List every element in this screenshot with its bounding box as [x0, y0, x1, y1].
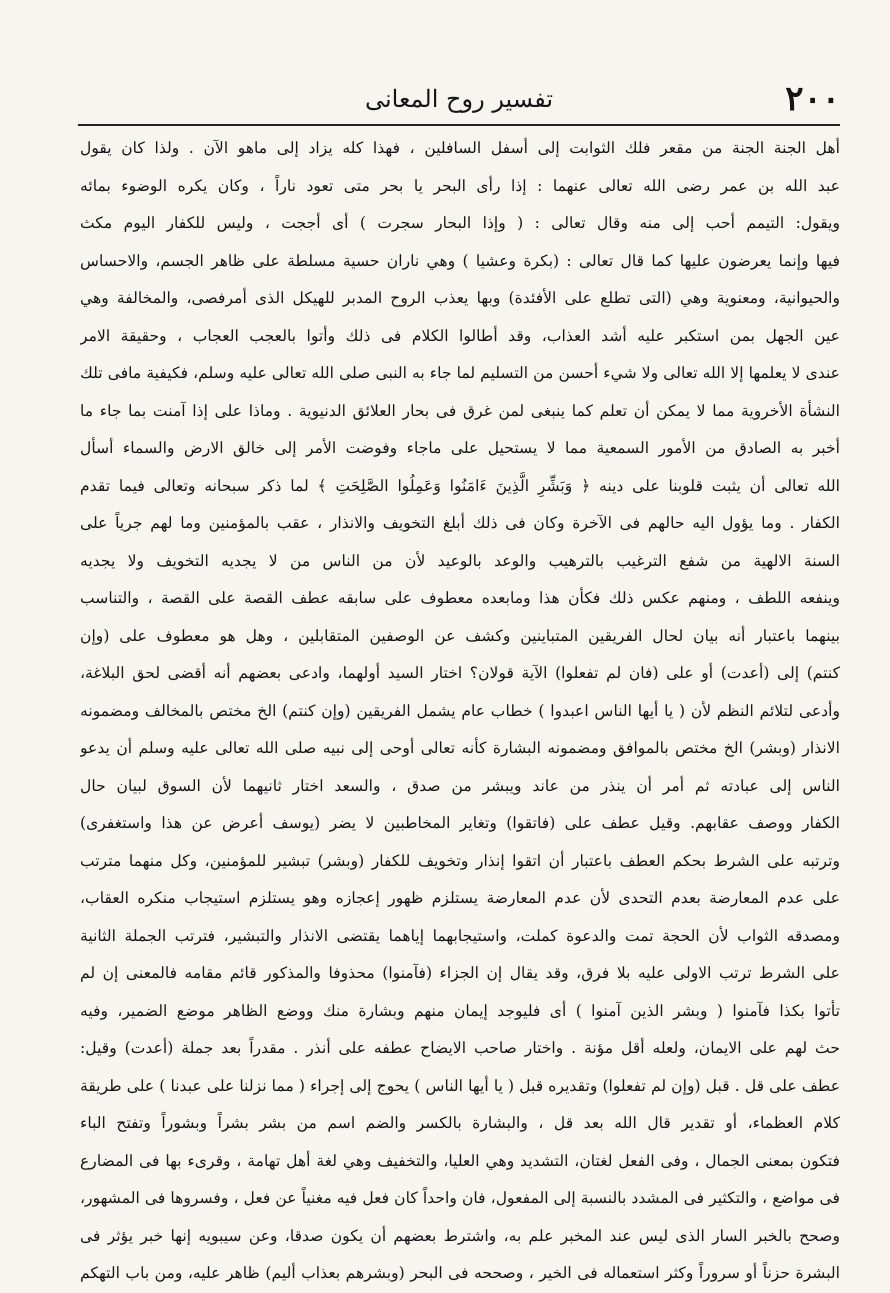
text-line: حث لهم على الايمان، ولعله أقل مؤنة . واختار صاحب الايضاح عطفه على أنذر . مقدراً بعد جملة (أعدت) وقيل:: [80, 1039, 840, 1057]
text-line: السنة الالهية من شفع الترغيب بالترهيب والوعد بالوعيد لأن من الناس من لا يجديه التخويف ولا يجديه: [80, 551, 840, 570]
page-number: ٢٠٠: [785, 79, 840, 119]
page-header: [78, 78, 840, 120]
text-line: الله تعالى أن يثبت قلوبنا على دينه ﴿ وَبَشِّرِ الَّذِينَ ءَامَنُوا وَعَمِلُوا الصَّلِحَتِ ﴾ لما ذكر سبحانه وتعالى فيما تقدم: [80, 476, 840, 495]
text-line: الكفار . وما يؤول اليه حالهم فى الآخرة وكان فى ذلك أبلغ التخويف والانذار ، عقب بالمؤمنين وما لهم جرياً على: [80, 514, 840, 532]
text-line: بينهما باعتبار أنه بيان لحال الفريقين المتباينين وكشف عن الوصفين المتقابلين ، وهل هو معطوف على (وإن: [80, 626, 840, 645]
text-line: عبد الله بن عمر رضى الله تعالى عنهما : إذا رأى البحر يا بحر متى تعود ناراً ، وكان يكره الوضوء بمائه: [80, 176, 840, 195]
running-title: تفسير روح المعانى: [364, 85, 554, 113]
text-line: أخبر به الصادق من الأمور السمعية مما لا يستحيل على ماجاء وفوضت الأمر إلى خالق الارض والسماء أسأل: [80, 439, 840, 457]
text-line: فيها وإنما يعرضون عليها كما قال تعالى : (بكرة وعشيا ) وهي ناران حسية مسلطة على ظاهر الجسم، والاحساس: [80, 251, 840, 270]
text-line: على عدم المعارضة بعدم التحدى لأن عدم المعارضة يستلزم ظهور إعجازه وهو يستلزم استيجاب منكره العقاب،: [80, 889, 840, 907]
text-line: الانذار (وبشر) الخ مختص بالموافق ومضمونه البشارة كأنه تعالى أوحى إلى نبيه صلى الله تعالى عليه وسلم أن يدعو: [80, 739, 840, 757]
text-line: كنتم) إلى (أعدت) أو على (فان لم تفعلوا) الآية قولان؟ اختار السيد أولهما، وادعى بعضهم أنه أقضى لحق البلاغة،: [80, 664, 840, 682]
text-line: عندى لا يعلمها إلا الله تعالى ولا شيء أحسن من التسليم لما جاء به النبى صلى الله تعالى عليه وسلم، فكيفية مافى تلك: [80, 364, 840, 382]
text-line: كلام العظماء، أو تقدير قال الله بعد قل ، والبشارة بالكسر والضم اسم من بشر بشراً وبشوراً وتفتح الباء: [80, 1114, 840, 1132]
text-line: تأتوا بكذا فآمنوا ( وبشر الذين آمنوا ) أى فليوجد إيمان منهم وبشارة منك ووضع الظاهر موضع الضمير، وفيه: [80, 1001, 840, 1020]
text-line: على الشرط ترتب الاولى عليه بلا فرق، وقد يقال إن الجزاء (فآمنوا) محذوفا والمذكور قائم مقامه فالمعنى إن لم: [80, 964, 840, 982]
text-line: عطف على قل . قبل (وإن لم تفعلوا) وتقديره قبل ( يا أيها الناس ) يحوج إلى إجراء ( مما نزلنا على عبدنا ) على طريقة: [80, 1076, 840, 1095]
header-rule: [78, 124, 840, 126]
text-line: عين الجهل بمن استكبر عليه أشد العذاب، وقد أطالوا الكلام فى ذلك وأتوا بالعجب العجاب ، وحقيقة الامر: [80, 326, 840, 345]
body-text: [80, 130, 840, 1293]
text-line: وينفعه اللطف ، ومنهم عكس ذلك فكأن هذا ومابعده معطوف على سابقه عطف القصة على القصة ، والتناسب: [80, 589, 840, 607]
text-line: وأدعى لتلائم النظم لأن ( يا أيها الناس اعبدوا ) خطاب عام يشمل الفريقين (وإن كنتم) الخ مختص بالمخالف ومضمونه: [80, 701, 840, 720]
text-line: ويقول: التيمم أحب إلى منه وقال تعالى : ( وإذا البحار سجرت ) أى أججت ، وليس للكفار اليوم مكث: [80, 214, 840, 232]
text-line: ومصدقه الثواب لأن الحجة تمت والدعوة كملت، واستيجابهما إياهما يقتضى الانذار والتبشير، فترتب الجملة الثانية: [80, 926, 840, 945]
text-line: وترتبه على الشرط بحكم العطف باعتبار أن اتقوا إنذار وتخويف للكفار (وبشر) تبشير للمؤمنين، وكل منهما مترتب: [80, 851, 840, 870]
text-line: النشأة الأخروية مما لا يمكن أن تعلم كما ينبغى لمن غرق فى بحار العلائق الدنيوية . وماذا على إذا آمنت بما جاء ما: [80, 401, 840, 420]
text-line: الناس إلى عبادته ثم أمر أن ينذر من عاند ويبشر من صدق ، والسعد اختار ثانيهما لأن السوق لبيان حال: [80, 776, 840, 795]
text-line: فتكون بمعنى الجمال ، وفى الفعل لغتان، التشديد وهي العليا، والتخفيف وهي لغة أهل تهامة ، وقرىء بها فى المضارع: [80, 1151, 840, 1170]
text-line: فى مواضع ، والتكثير فى المشدد بالنسبة إلى المفعول، فان واحداً كان فعل فيه مغنياً عن فعل ، وفسروها فى المشهور،: [80, 1189, 840, 1207]
text-line: البشرة حزناً أو سروراً وكثر استعماله فى الخير ، وصححه فى البحر (وبشرهم بعذاب أليم) ظاهر عليه، ومن باب التهكم: [80, 1264, 840, 1282]
text-line: الكفار ووصف عقابهم. وقيل عطف على (فاتقوا) وتغاير المخاطبين لا يضر (يوسف أعرض عن هذا واستغفرى): [80, 814, 840, 832]
text-line: أهل الجنة الجنة من مقعر فلك الثوابت إلى أسفل السافلين ، فهذا كله يزاد إلى ماهو الآن . ولذا كان يقول: [80, 139, 840, 157]
text-line: والحيوانية، ومعنوية وهي (التى تطلع على الأفئدة) وبها يعذب الروح المدبر للهيكل الذى أمرفصى، والمخالفة وهي: [80, 289, 840, 307]
text-line: وصحح بالخبر السار الذى ليس عند المخبر علم به، واشترط بعضهم أن يكون صدقا، وعن سيبويه إنها خبر يؤثر فى: [80, 1226, 840, 1245]
